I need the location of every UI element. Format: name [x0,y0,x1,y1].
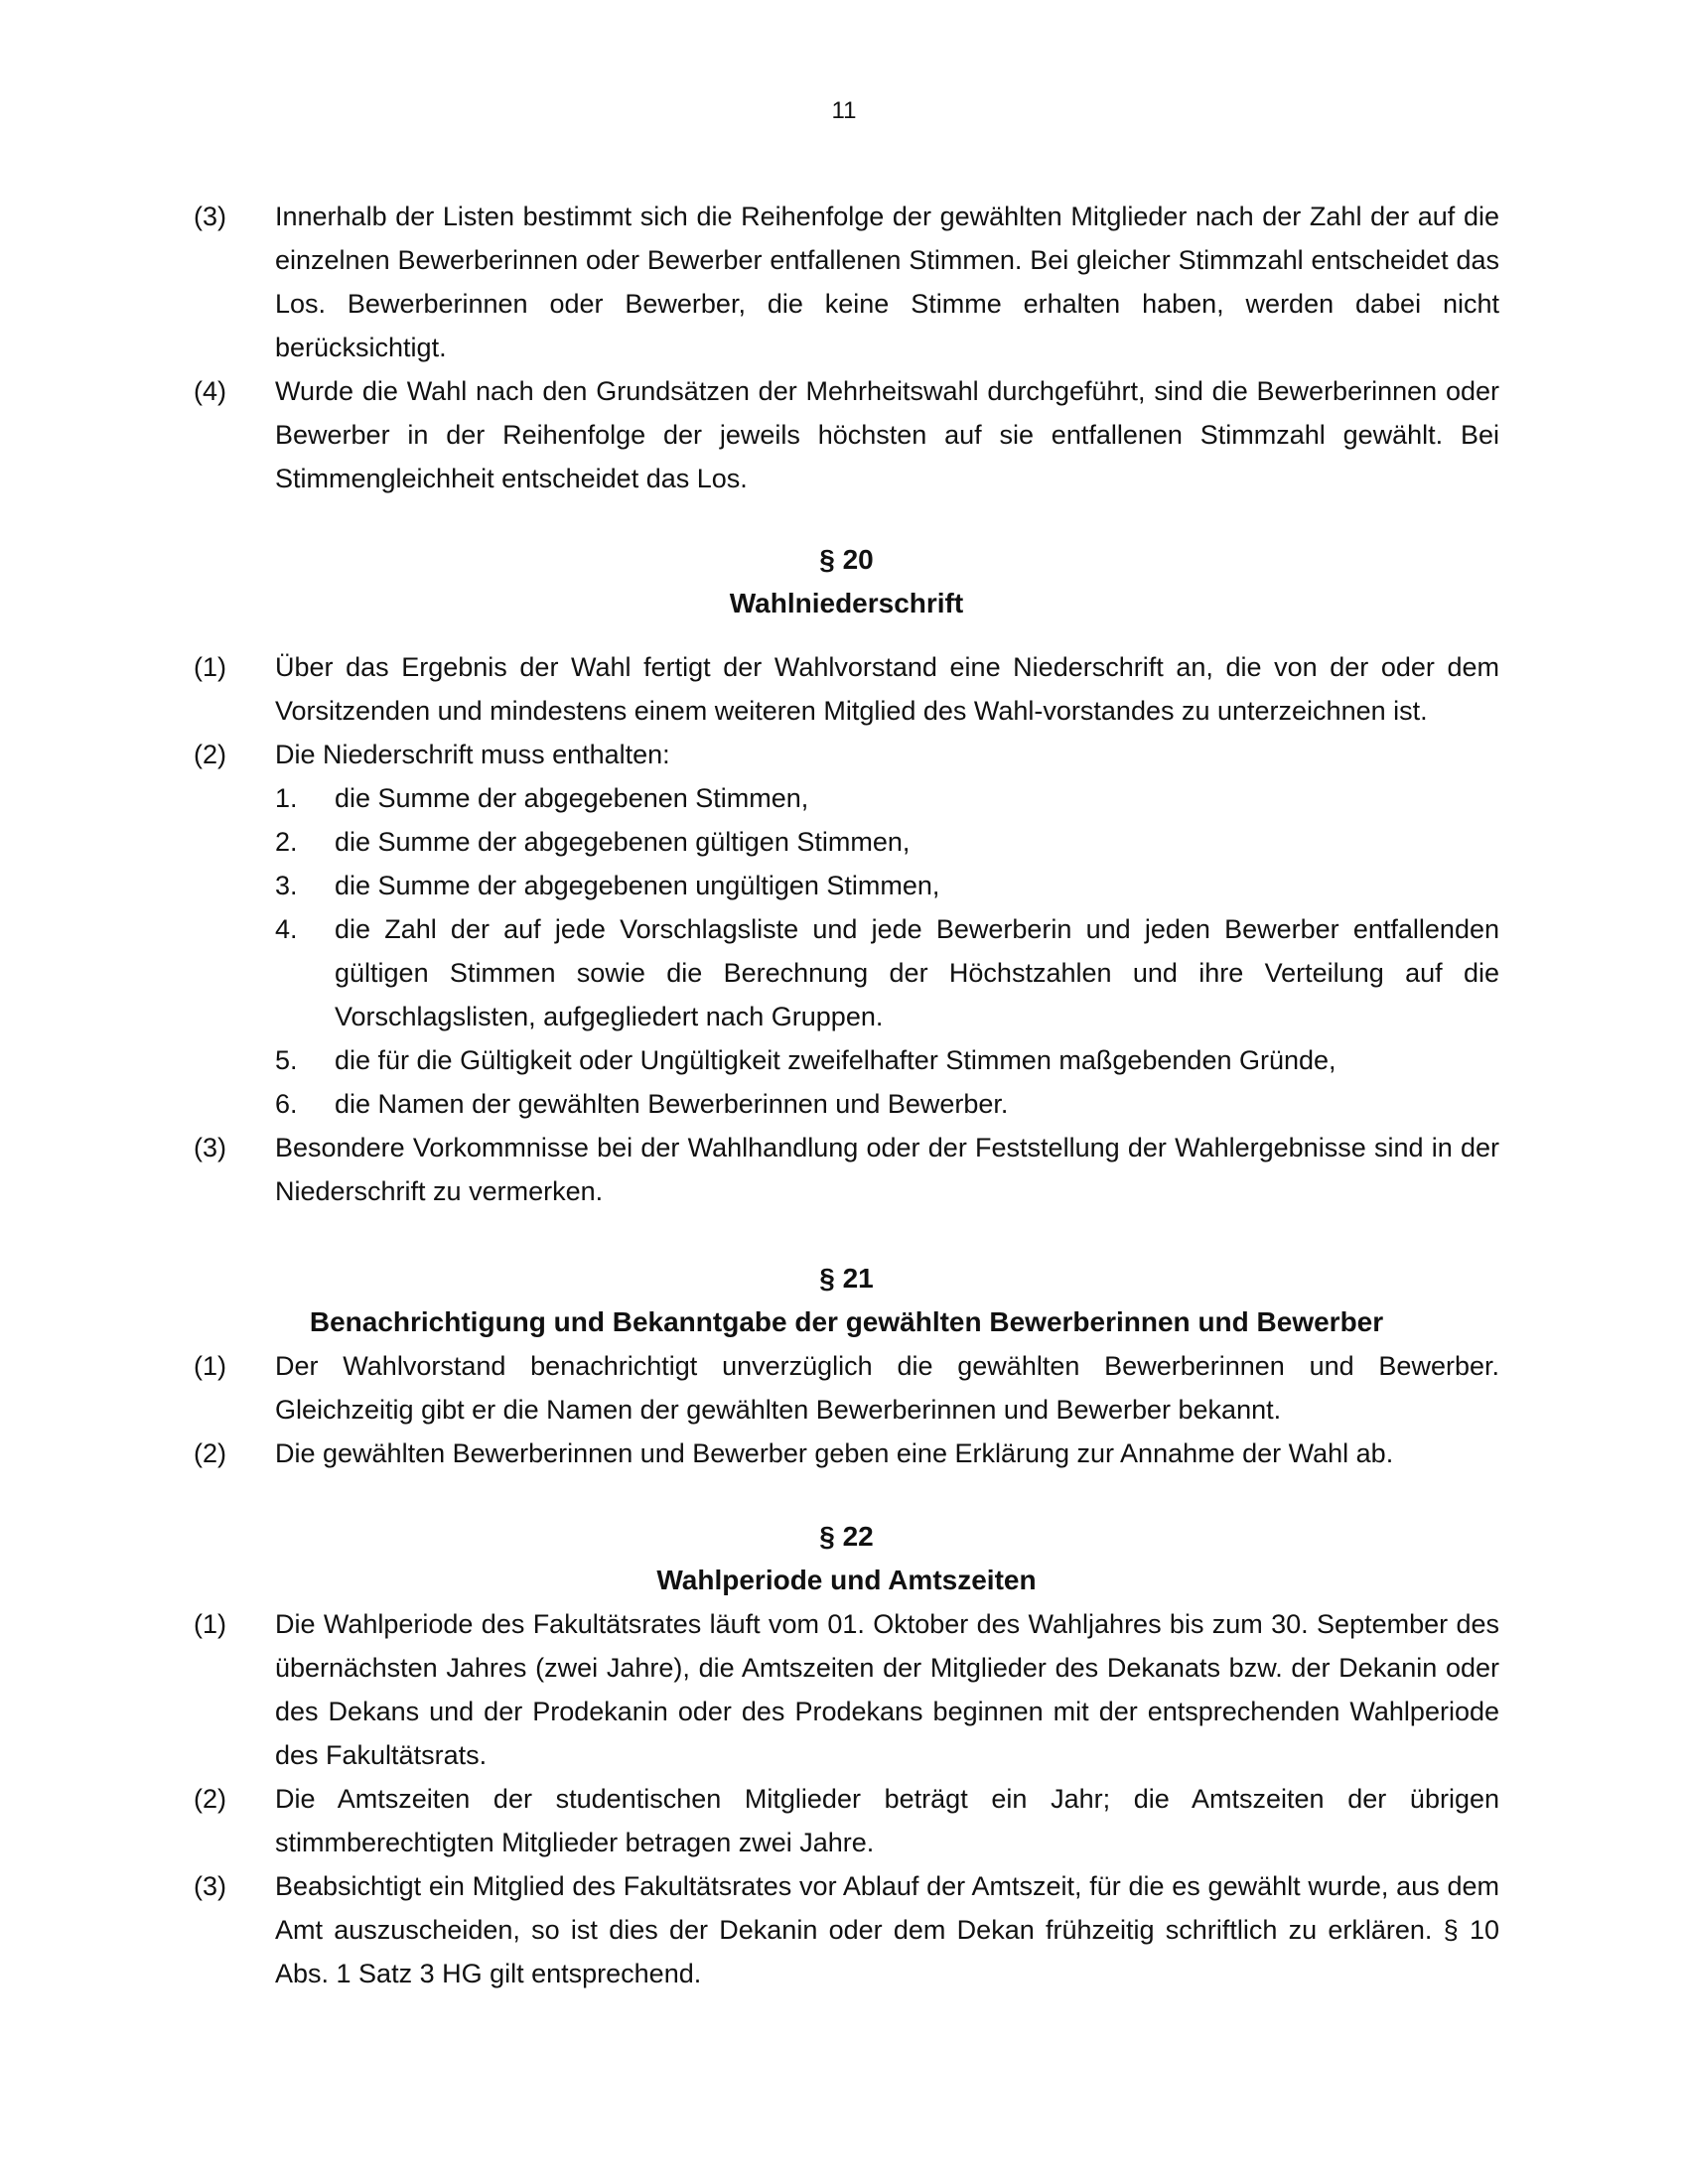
paragraph [194,1432,1499,1475]
list-item [194,776,1499,820]
paragraph [194,1126,1499,1213]
section-title: Wahlniederschrift [729,588,964,618]
paragraph-text: Innerhalb der Listen bestimmt sich die Reihenfolge der gewählten Mitglieder nach der Zahl der auf die einzelnen Bewerberinnen oder Bewerber entfallenen Stimmen. Bei gleicher Stimmzahl entscheidet das Los. Bewerberinnen oder Bewerber, die keine Stimme erhalten haben, werden dabei nicht berücksichtigt. [275,202,1499,362]
paragraph-text: Die Niederschrift muss enthalten: [275,740,670,769]
paragraph-text: Die Amtszeiten der studentischen Mitglieder beträgt ein Jahr; die Amtszeiten der übrigen stimmberechtigten Mitglieder betragen zwei Jahre. [275,1784,1499,1857]
paragraph [194,1602,1499,1777]
paragraph-number: (1) [194,652,226,682]
paragraph [194,1777,1499,1864]
section-19-continuation [194,195,1499,500]
list-item-text: die Summe der abgegebenen Stimmen, [335,783,809,813]
list-item-text: die für die Gültigkeit oder Ungültigkeit zweifelhafter Stimmen maßgebenden Gründe, [335,1045,1336,1075]
paragraph-text: Die Wahlperiode des Fakultätsrates läuft vom 01. Oktober des Wahljahres bis zum 30. September des übernächsten Jahres (zwei Jahre), die Amtszeiten der Mitglieder des Dekanats bzw. der Dekanin oder des Dekans und der Prodekanin oder des Prodekans beginnen mit der entsprechenden Wahlperiode des Fakultätsrats. [275,1609,1499,1770]
paragraph-text: Der Wahlvorstand benachrichtigt unverzüglich die gewählten Bewerberinnen und Bewerber. Gleichzeitig gibt er die Namen der gewählten Bewerberinnen und Bewerber bekannt. [275,1351,1499,1425]
section-number: § 22 [819,1521,874,1552]
paragraph-text: Besondere Vorkommnisse bei der Wahlhandlung oder der Feststellung der Wahlergebnisse sind in der Niederschrift zu vermerken. [275,1133,1499,1206]
paragraph-number: (2) [194,1438,226,1468]
paragraph-number: (3) [194,1133,226,1162]
list-item-number: 3. [275,871,298,900]
list-item [194,864,1499,907]
list-item-text: die Summe der abgegebenen gültigen Stimmen, [335,827,911,857]
list-item-number: 1. [275,783,298,813]
paragraph-number: (2) [194,1784,226,1814]
paragraph-text: Wurde die Wahl nach den Grundsätzen der Mehrheitswahl durchgeführt, sind die Bewerberinnen oder Bewerber in der Reihenfolge der jeweils höchsten auf sie entfallenen Stimmzahl gewählt. Bei Stimmengleichheit entscheidet das Los. [275,376,1499,493]
section-title: Wahlperiode und Amtszeiten [656,1565,1037,1595]
paragraph [194,645,1499,733]
list-item-number: 2. [275,827,298,857]
list-item [194,820,1499,864]
section-number: § 20 [819,544,874,575]
list-item-text: die Zahl der auf jede Vorschlagsliste und jede Bewerberin und jeden Bewerber entfallenden gültigen Stimmen sowie die Berechnung der Höchstzahlen und ihre Verteilung auf die Vorschlagslisten, aufgegliedert nach Gruppen. [335,914,1499,1031]
paragraph [194,733,1499,776]
list-item [194,907,1499,1038]
paragraph-text: Über das Ergebnis der Wahl fertigt der Wahlvorstand eine Niederschrift an, die von der oder dem Vorsitzenden und mindestens einem weiteren Mitglied des Wahl-vorstandes zu unterzeichnen ist. [275,652,1499,726]
section-20 [194,538,1499,1213]
page-number: 11 [831,97,857,124]
section-21 [194,1257,1499,1475]
paragraph-number: (2) [194,740,226,769]
section-title: Benachrichtigung und Bekanntgabe der gewählten Bewerberinnen und Bewerber [309,1306,1384,1337]
paragraph [194,369,1499,500]
section-22 [194,1515,1499,1995]
paragraph-number: (1) [194,1609,226,1639]
section-number: § 21 [819,1263,874,1294]
paragraph-number: (4) [194,376,226,406]
paragraph-number: (3) [194,202,226,231]
paragraph [194,1344,1499,1432]
paragraph-text: Beabsichtigt ein Mitglied des Fakultätsrates vor Ablauf der Amtszeit, für die es gewählt wurde, aus dem Amt auszuscheiden, so ist dies der Dekanin oder dem Dekan frühzeitig schriftlich zu erklären. § 10 Abs. 1 Satz 3 HG gilt entsprechend. [275,1871,1499,1988]
list-item-number: 5. [275,1045,298,1075]
list-item-text: die Namen der gewählten Bewerberinnen und Bewerber. [335,1089,1009,1119]
paragraph [194,195,1499,369]
list-item-number: 4. [275,914,298,944]
paragraph [194,1864,1499,1995]
list-item [194,1038,1499,1082]
paragraph-number: (1) [194,1351,226,1381]
paragraph-text: Die gewählten Bewerberinnen und Bewerber geben eine Erklärung zur Annahme der Wahl ab. [275,1438,1394,1468]
paragraph-number: (3) [194,1871,226,1901]
list-item [194,1082,1499,1126]
list-item-text: die Summe der abgegebenen ungültigen Stimmen, [335,871,940,900]
list-item-number: 6. [275,1089,298,1119]
